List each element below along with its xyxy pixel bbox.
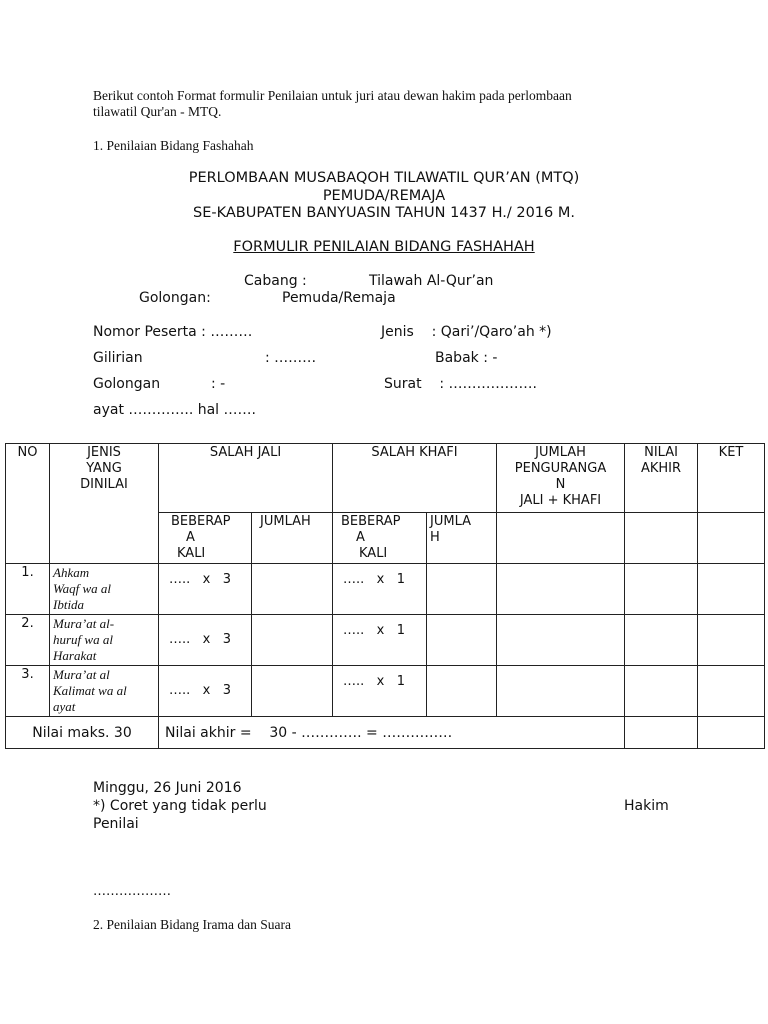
table-row [6, 564, 765, 615]
intro-paragraph [93, 88, 693, 120]
row-khafi-jumlah [427, 615, 497, 666]
header-jenis: JENIS YANG DINILAI [50, 444, 159, 564]
row-khafi-count: ….. x 1 [333, 615, 427, 666]
header-line-1: PERLOMBAAN MUSABAQOH TILAWATIL QUR’AN (MTQ) [188, 170, 580, 186]
row-khafi-count: ….. x 1 [333, 666, 427, 717]
row-khafi-count: ….. x 1 [333, 564, 427, 615]
row-criterion: Mura’at al Kalimat wa al ayat [50, 666, 159, 717]
row-nilai-akhir [625, 564, 698, 615]
header-row [6, 444, 765, 513]
subheader-jali-beberapa-kali: BEBERAP A KALI [159, 513, 252, 564]
subheader-jali-jumlah: JUMLAH [252, 513, 333, 564]
intro-line-1: Berikut contoh Format formulir Penilaian untuk juri atau dewan hakim pada perlombaan [93, 88, 572, 103]
header-no: NO [6, 444, 50, 564]
subheader-empty-3 [698, 513, 765, 564]
header-salah-jali: SALAH JALI [159, 444, 333, 513]
subheader-empty-2 [625, 513, 698, 564]
row-nilai-akhir [625, 666, 698, 717]
golongan-label: Golongan: [139, 290, 211, 306]
header-salah-khafi: SALAH KHAFI [333, 444, 497, 513]
row-jali-count: ….. x 3 [159, 666, 252, 717]
row-jali-jumlah [252, 564, 333, 615]
header-line-3: SE-KABUPATEN BANYUASIN TAHUN 1437 H./ 2016 M. [193, 205, 575, 221]
row-criterion: Mura’at al- huruf wa al Harakat [50, 615, 159, 666]
row-khafi-jumlah [427, 564, 497, 615]
row-ket [698, 666, 765, 717]
section-1-title: 1. Penilaian Bidang Fashahah [93, 138, 254, 153]
subheader-khafi-beberapa-kali: BEBERAP A KALI [333, 513, 427, 564]
table-footer-row [6, 717, 765, 749]
subheader-khafi-jumlah: JUMLA H [427, 513, 497, 564]
row-ket [698, 615, 765, 666]
row-jali-count: ….. x 3 [159, 564, 252, 615]
nomor-peserta-field: Nomor Peserta : ……… [93, 324, 253, 340]
row-no: 3. [6, 666, 50, 717]
babak-field: Babak : - [435, 350, 498, 366]
row-jali-jumlah [252, 666, 333, 717]
subheader-empty-1 [497, 513, 625, 564]
intro-line-2: tilawatil Qur'an - MTQ. [93, 104, 222, 119]
row-pengurangan [497, 666, 625, 717]
footer-penilai: Penilai [93, 816, 139, 832]
row-no: 2. [6, 615, 50, 666]
golongan-field-value: : - [211, 376, 226, 392]
row-ket [698, 564, 765, 615]
cabang-value: Tilawah Al-Qur’an [369, 273, 494, 289]
footer-nilai-akhir-empty [625, 717, 698, 749]
header-line-2: PEMUDA/REMAJA [322, 188, 446, 204]
header-jumlah-pengurangan: JUMLAH PENGURANGA N JALI + KHAFI [497, 444, 625, 513]
row-no: 1. [6, 564, 50, 615]
table-row [6, 666, 765, 717]
form-title: FORMULIR PENILAIAN BIDANG FASHAHAH [233, 239, 535, 255]
footer-hakim: Hakim [624, 798, 669, 814]
nilai-maks-cell: Nilai maks. 30 [6, 717, 159, 749]
row-nilai-akhir [625, 615, 698, 666]
row-pengurangan [497, 615, 625, 666]
nilai-akhir-formula: Nilai akhir = 30 - …………. = …………… [159, 717, 625, 749]
golongan-field-label: Golongan [93, 376, 161, 392]
jenis-field: Jenis : Qari’/Qaro’ah *) [381, 324, 552, 340]
signature-line: ……………… [93, 884, 171, 899]
ayat-field: ayat ………….. hal ……. [93, 402, 256, 418]
footer-note: *) Coret yang tidak perlu [93, 798, 267, 814]
section-2-title: 2. Penilaian Bidang Irama dan Suara [93, 917, 291, 932]
cabang-label: Cabang : [244, 273, 307, 289]
row-jali-jumlah [252, 615, 333, 666]
golongan-value: Pemuda/Remaja [282, 290, 396, 306]
surat-field: Surat : ………………. [384, 376, 538, 392]
row-jali-count: ….. x 3 [159, 615, 252, 666]
header-ket: KET [698, 444, 765, 513]
giliran-label: Gilirian [93, 350, 143, 366]
row-criterion: Ahkam Waqf wa al Ibtida [50, 564, 159, 615]
row-khafi-jumlah [427, 666, 497, 717]
giliran-value: : ……… [265, 350, 317, 366]
footer-ket-empty [698, 717, 765, 749]
score-table [5, 443, 765, 749]
footer-date: Minggu, 26 Juni 2016 [93, 780, 242, 796]
header-nilai-akhir: NILAI AKHIR [625, 444, 698, 513]
table-row [6, 615, 765, 666]
row-pengurangan [497, 564, 625, 615]
